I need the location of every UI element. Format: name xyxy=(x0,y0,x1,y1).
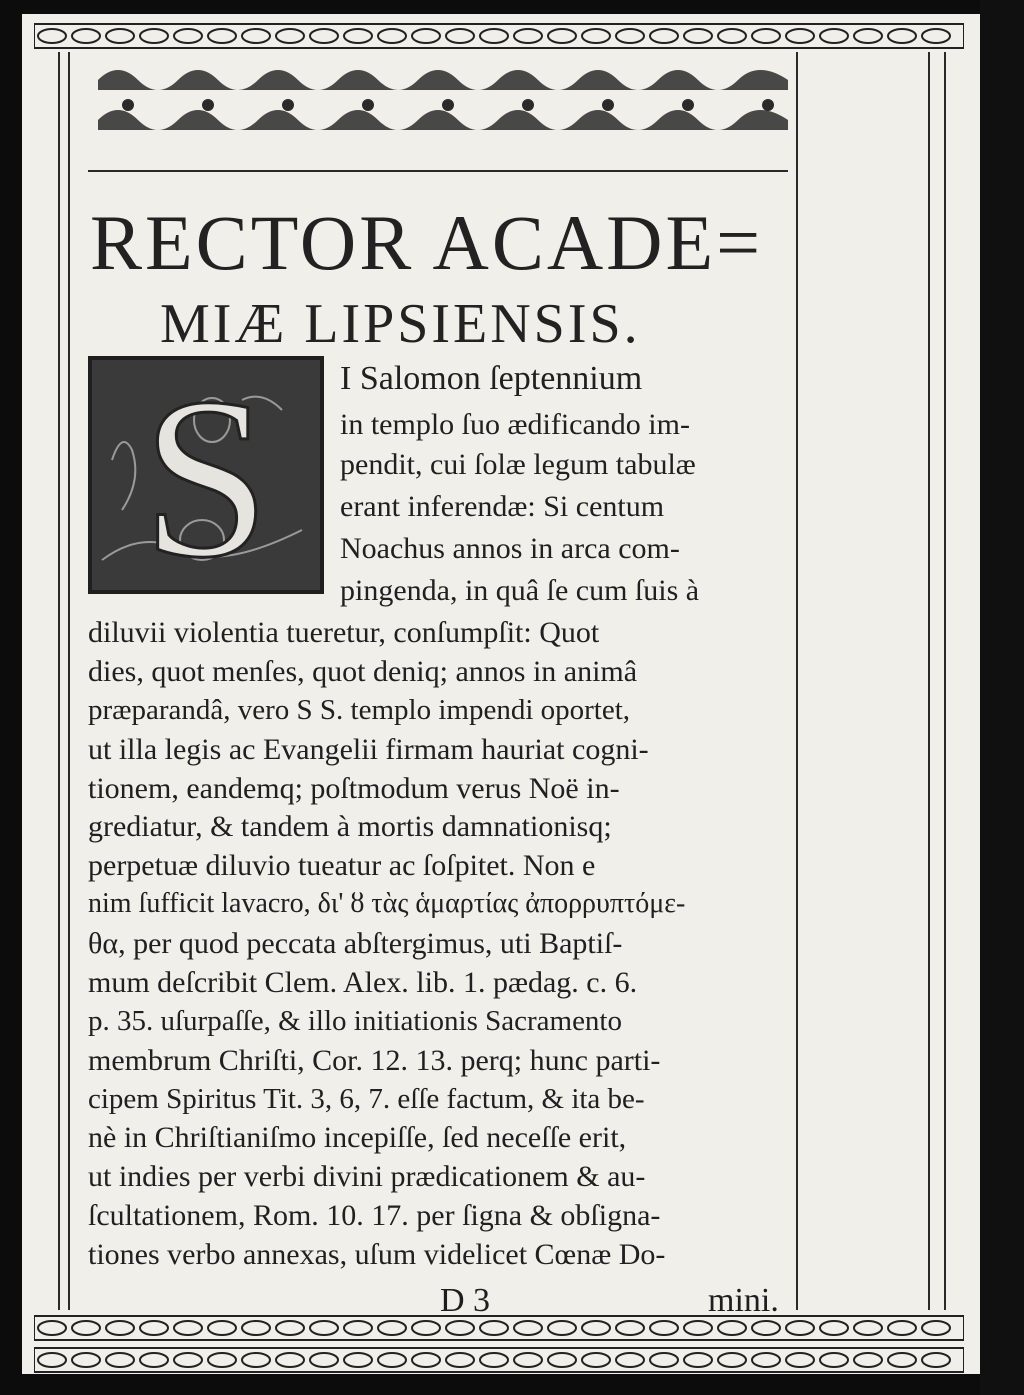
catchword: mini. xyxy=(708,1282,779,1319)
page-title-line-1: RECTOR ACADE= xyxy=(90,199,764,286)
body-line-4: erant inferendæ: Si centum xyxy=(340,490,665,523)
body-line-5: Noachus annos in arca com- xyxy=(340,532,680,565)
signature-mark: D 3 xyxy=(440,1282,491,1319)
body-line-9: præparandâ, vero S S. templo impendi oportet, xyxy=(88,694,631,726)
decorated-initial xyxy=(88,356,324,594)
body-line-16: mum deſcribit Clem. Alex. lib. 1. pædag. c. 6. xyxy=(88,966,638,999)
body-line-1: I Salomon ſeptennium xyxy=(340,360,643,397)
body-line-14: nim ſufficit lavacro, δι' ȣ τὰς ἁμαρτίας ἀπορρυπτόμε- xyxy=(88,888,686,919)
body-line-3: pendit, cui ſolæ legum tabulæ xyxy=(340,448,696,481)
body-line-11: tionem, eandemq; poſtmodum verus Noë in- xyxy=(88,772,620,805)
body-line-15: θα, per quod peccata abſtergimus, uti Baptiſ- xyxy=(88,927,623,960)
dark-margin xyxy=(980,0,1024,1395)
floral-headpiece-ornament xyxy=(98,60,788,150)
body-line-10: ut illa legis ac Evangelii firmam hauriat cogni- xyxy=(88,733,649,766)
body-line-23: tiones verbo annexas, uſum videlicet Cœnæ Do- xyxy=(88,1238,666,1271)
text-column-rule xyxy=(796,52,798,1310)
body-line-2: in templo ſuo ædificando im- xyxy=(340,408,690,441)
right-frame-rule-inner xyxy=(928,52,930,1310)
body-line-17: p. 35. uſurpaſſe, & illo initiationis Sacramento xyxy=(88,1005,622,1037)
page-title-line-2: MIÆ LIPSIENSIS. xyxy=(160,293,641,355)
bottom-ornament-border-2 xyxy=(34,1346,964,1374)
body-line-18: membrum Chriſti, Cor. 12. 13. perq; hunc parti- xyxy=(88,1044,661,1077)
left-frame-rule-outer xyxy=(58,52,60,1310)
top-ornament-border xyxy=(34,22,964,50)
body-line-6: pingenda, in quâ ſe cum ſuis à xyxy=(340,574,700,607)
initial-letter: S xyxy=(142,360,270,590)
bottom-ornament-border-1 xyxy=(34,1314,964,1342)
left-frame-rule-inner xyxy=(68,52,70,1310)
right-frame-rule-outer xyxy=(944,52,946,1310)
body-line-21: ut indies per verbi divini prædicationem & au- xyxy=(88,1160,646,1193)
woodcut-birds-illustration xyxy=(92,360,320,590)
body-line-20: nè in Chriſtianiſmo incepiſſe, ſed neceſſe erit, xyxy=(88,1121,627,1154)
body-line-7: diluvii violentia tueretur, conſumpſit: Quot xyxy=(88,616,600,649)
headpiece-rule xyxy=(88,170,788,172)
body-line-8: dies, quot menſes, quot deniq; annos in animâ xyxy=(88,655,638,688)
body-line-19: cipem Spiritus Tit. 3, 6, 7. eſſe factum, & ita be- xyxy=(88,1083,645,1115)
body-line-22: ſcultationem, Rom. 10. 17. per ſigna & obſigna- xyxy=(88,1199,661,1232)
body-line-13: perpetuæ diluvio tueatur ac ſoſpitet. Non e xyxy=(88,849,596,882)
body-line-12: grediatur, & tandem à mortis damnationisq; xyxy=(88,810,612,843)
